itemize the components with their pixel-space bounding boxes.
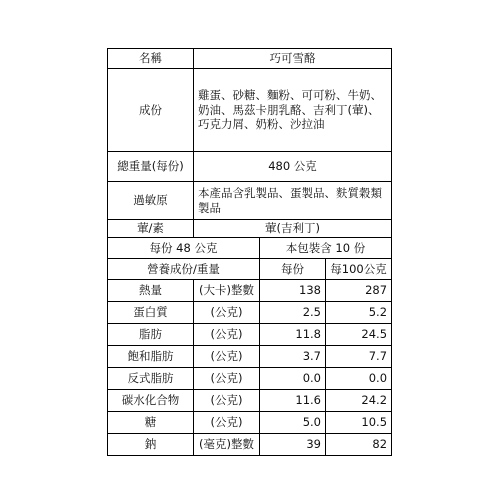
allergen-value: 本產品含乳製品、蛋製品、麩質穀類製品 bbox=[194, 182, 392, 220]
nutrient-unit: (公克) bbox=[194, 368, 260, 390]
nutrient-unit: (公克) bbox=[194, 302, 260, 324]
nutrient-per-100g: 24.5 bbox=[326, 324, 392, 346]
nutrient-unit: (毫克)整數 bbox=[194, 434, 260, 456]
nutrient-name: 飽和脂肪 bbox=[108, 346, 194, 368]
nutrition-row bbox=[108, 412, 392, 434]
nutrient-per-100g: 5.2 bbox=[326, 302, 392, 324]
nutrition-header-row bbox=[108, 259, 392, 280]
nutrient-name: 脂肪 bbox=[108, 324, 194, 346]
nutrient-name: 碳水化合物 bbox=[108, 390, 194, 412]
weight-value: 480 公克 bbox=[194, 152, 392, 182]
weight-row bbox=[108, 152, 392, 182]
diet-value: 葷(吉利丁) bbox=[194, 220, 392, 238]
nutrition-row bbox=[108, 434, 392, 456]
col-per-serving: 每份 bbox=[260, 259, 326, 280]
nutrient-per-serving: 39 bbox=[260, 434, 326, 456]
nutrient-per-100g: 287 bbox=[326, 280, 392, 302]
ingredients-row bbox=[108, 69, 392, 152]
serving-row bbox=[108, 238, 392, 259]
name-label: 名稱 bbox=[108, 49, 194, 69]
nutrition-row bbox=[108, 302, 392, 324]
nutrition-row bbox=[108, 390, 392, 412]
nutrient-name: 鈉 bbox=[108, 434, 194, 456]
nutrient-unit: (公克) bbox=[194, 412, 260, 434]
nutrient-per-serving: 0.0 bbox=[260, 368, 326, 390]
nutrition-row bbox=[108, 346, 392, 368]
weight-label: 總重量(每份) bbox=[108, 152, 194, 182]
nutrient-name: 熱量 bbox=[108, 280, 194, 302]
nutrient-per-100g: 82 bbox=[326, 434, 392, 456]
nutrient-per-serving: 2.5 bbox=[260, 302, 326, 324]
allergen-label: 過敏原 bbox=[108, 182, 194, 220]
nutrient-per-100g: 24.2 bbox=[326, 390, 392, 412]
servings-per-pack: 本包裝含 10 份 bbox=[260, 238, 392, 259]
nutrient-per-100g: 7.7 bbox=[326, 346, 392, 368]
nutrition-row bbox=[108, 368, 392, 390]
product-label-table bbox=[107, 48, 392, 456]
nutrient-unit: (公克) bbox=[194, 324, 260, 346]
nutrient-per-serving: 5.0 bbox=[260, 412, 326, 434]
allergen-row bbox=[108, 182, 392, 220]
nutrient-name: 蛋白質 bbox=[108, 302, 194, 324]
diet-row bbox=[108, 220, 392, 238]
ingredients-value: 雞蛋、砂糖、麵粉、可可粉、牛奶、奶油、馬茲卡朋乳酪、吉利丁(葷)、巧克力屑、奶粉、沙拉油 bbox=[194, 69, 392, 152]
nutrient-name: 糖 bbox=[108, 412, 194, 434]
nutrient-unit: (大卡)整數 bbox=[194, 280, 260, 302]
nutrient-per-100g: 10.5 bbox=[326, 412, 392, 434]
nutrition-row bbox=[108, 324, 392, 346]
nutrient-unit: (公克) bbox=[194, 390, 260, 412]
nutrient-per-serving: 138 bbox=[260, 280, 326, 302]
nutrient-per-serving: 11.6 bbox=[260, 390, 326, 412]
diet-label: 葷/素 bbox=[108, 220, 194, 238]
nutrient-per-serving: 11.8 bbox=[260, 324, 326, 346]
nutrient-per-serving: 3.7 bbox=[260, 346, 326, 368]
name-value: 巧可雪酪 bbox=[194, 49, 392, 69]
name-row bbox=[108, 49, 392, 69]
nutrient-unit: (公克) bbox=[194, 346, 260, 368]
col-per-100g: 每100公克 bbox=[326, 259, 392, 280]
ingredients-label: 成份 bbox=[108, 69, 194, 152]
serving-size: 每份 48 公克 bbox=[108, 238, 260, 259]
nutrition-header-label: 營養成份/重量 bbox=[108, 259, 260, 280]
nutrient-per-100g: 0.0 bbox=[326, 368, 392, 390]
nutrition-row bbox=[108, 280, 392, 302]
nutrient-name: 反式脂肪 bbox=[108, 368, 194, 390]
